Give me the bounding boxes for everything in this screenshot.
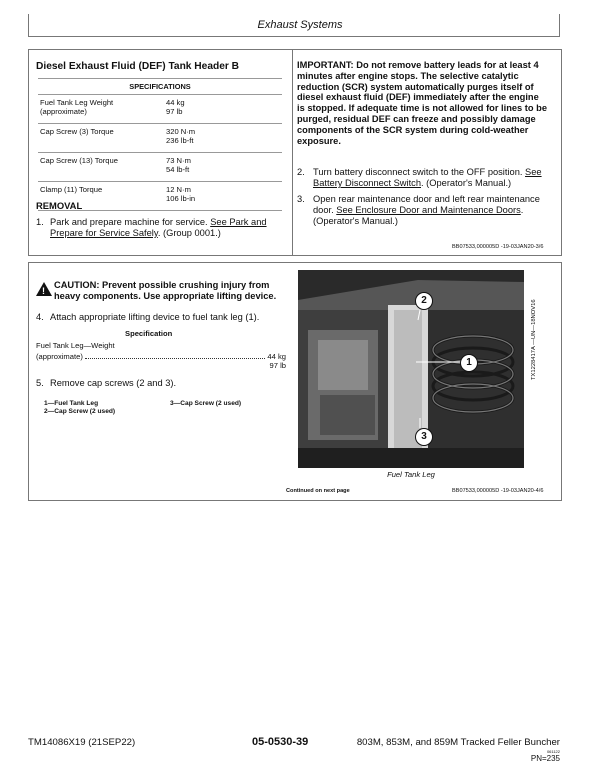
step-2: [297, 167, 552, 189]
important-label: IMPORTANT:: [297, 60, 354, 70]
spec-value: 12 N·m 106 lb-in: [164, 182, 282, 211]
spec-heading: Specification: [125, 329, 173, 338]
header-rule-left-tick: [28, 14, 29, 36]
pn-number: PN=235: [530, 754, 560, 763]
battery-disconnect-link[interactable]: See Battery Disconnect Switch: [313, 167, 542, 188]
small-code: 061122: [546, 749, 560, 754]
photo-illustration: [298, 270, 524, 468]
step-3: [297, 194, 552, 227]
procedure-title: Diesel Exhaust Fluid (DEF) Tank Header B: [36, 61, 240, 72]
caution-label: CAUTION:: [54, 280, 100, 290]
spec-item: Clamp (11) Torque: [38, 182, 164, 211]
step-text: Attach appropriate lifting device to fuel tank leg (1).: [50, 312, 260, 322]
page-code: 05-0530-39: [252, 736, 309, 748]
table-row: [38, 153, 282, 182]
photo-caption: Fuel Tank Leg: [387, 470, 435, 479]
spec-value: 44 kg 97 lb: [164, 95, 282, 124]
photo-code: TX1228417A —UN—18NOV16: [531, 299, 537, 380]
spec-value: 44 kg: [267, 352, 286, 361]
caution-exclamation-icon: !: [42, 286, 45, 296]
step-text: Turn battery disconnect switch to the OFF position.: [313, 167, 526, 177]
enclosure-door-link[interactable]: See Enclosure Door and Maintenance Doors: [336, 205, 521, 215]
step-number: 5.: [36, 378, 44, 388]
continued-note: Continued on next page: [286, 488, 350, 494]
legend-item: 3—Cap Screw (2 used): [170, 400, 242, 407]
important-notice: [297, 60, 549, 146]
park-prepare-link[interactable]: See Park and Prepare for Service Safely: [50, 217, 267, 238]
model-name: 803M, 853M, and 859M Tracked Feller Buncher: [356, 737, 560, 748]
step-1: [36, 217, 286, 239]
caution-notice: [54, 280, 290, 302]
spec-line-3: 97 lb: [269, 361, 286, 370]
caution-text: Prevent possible crushing injury from heavy components. Use appropriate lifting device.: [54, 280, 277, 301]
legend-col-1: [44, 400, 115, 416]
header-rule: [28, 36, 560, 37]
removal-heading: REMOVAL: [36, 200, 83, 211]
doc-id: TM14086X19 (21SEP22): [28, 737, 136, 748]
column-divider: [292, 49, 293, 255]
legend-item: 1—Fuel Tank Leg: [44, 400, 99, 407]
step-number: 2.: [297, 167, 305, 177]
step-5: [36, 378, 286, 389]
callout-1: 1: [460, 354, 478, 372]
reference-code: BB07533,000005D -19-03JAN20-3/6: [452, 244, 544, 250]
spec-value: 320 N·m 236 lb-ft: [164, 124, 282, 153]
spec-item: Cap Screw (3) Torque: [38, 124, 164, 153]
step-number: 4.: [36, 312, 44, 322]
header-rule-right-tick: [559, 14, 560, 36]
table-row: [38, 124, 282, 153]
callout-2: 2: [415, 292, 433, 310]
reference-code: BB07533,000005D -19-03JAN20-4/6: [452, 488, 544, 494]
spec-table-header: SPECIFICATIONS: [38, 79, 282, 95]
step-text-tail: . (Operator's Manual.): [421, 178, 512, 188]
legend-item: 2—Cap Screw (2 used): [44, 408, 116, 415]
table-row: [38, 95, 282, 124]
step-text-tail: . (Group 0001.): [157, 228, 221, 238]
step-number: 3.: [297, 194, 305, 204]
callout-3: 3: [415, 428, 433, 446]
step-text: Open rear maintenance door and left rear maintenance door.: [313, 194, 540, 215]
leader-dots: [85, 351, 266, 359]
spec-label: (approximate): [36, 352, 83, 361]
fuel-tank-leg-photo: [298, 270, 524, 468]
specifications-table: [38, 78, 282, 211]
legend-col-2: [170, 400, 241, 407]
step-text: Park and prepare machine for service.: [50, 217, 211, 227]
spec-value: 73 N·m 54 lb-ft: [164, 153, 282, 182]
section-header: Exhaust Systems: [257, 19, 343, 31]
spec-item: Fuel Tank Leg Weight (approximate): [38, 95, 164, 124]
step-text-tail: . (Operator's Manual.): [313, 205, 524, 226]
important-text: Do not remove battery leads for at least 4 minutes after engine stops. The selective catalytic reduction (SCR) system automatically purges itself of diesel exhaust fluid (DEF) immediately after the engine is stopped. If adequate time is not allowed for lines to be purged, residual DEF can freeze and possibly damage components of the SCR system during cold-weather exposure.: [297, 60, 548, 146]
step-4: [36, 312, 286, 323]
spec-line-2: [36, 351, 286, 361]
spec-item: Cap Screw (13) Torque: [38, 153, 164, 182]
step-number: 1.: [36, 217, 44, 227]
spec-line-1: Fuel Tank Leg—Weight: [36, 341, 115, 350]
step-text: Remove cap screws (2 and 3).: [50, 378, 177, 388]
